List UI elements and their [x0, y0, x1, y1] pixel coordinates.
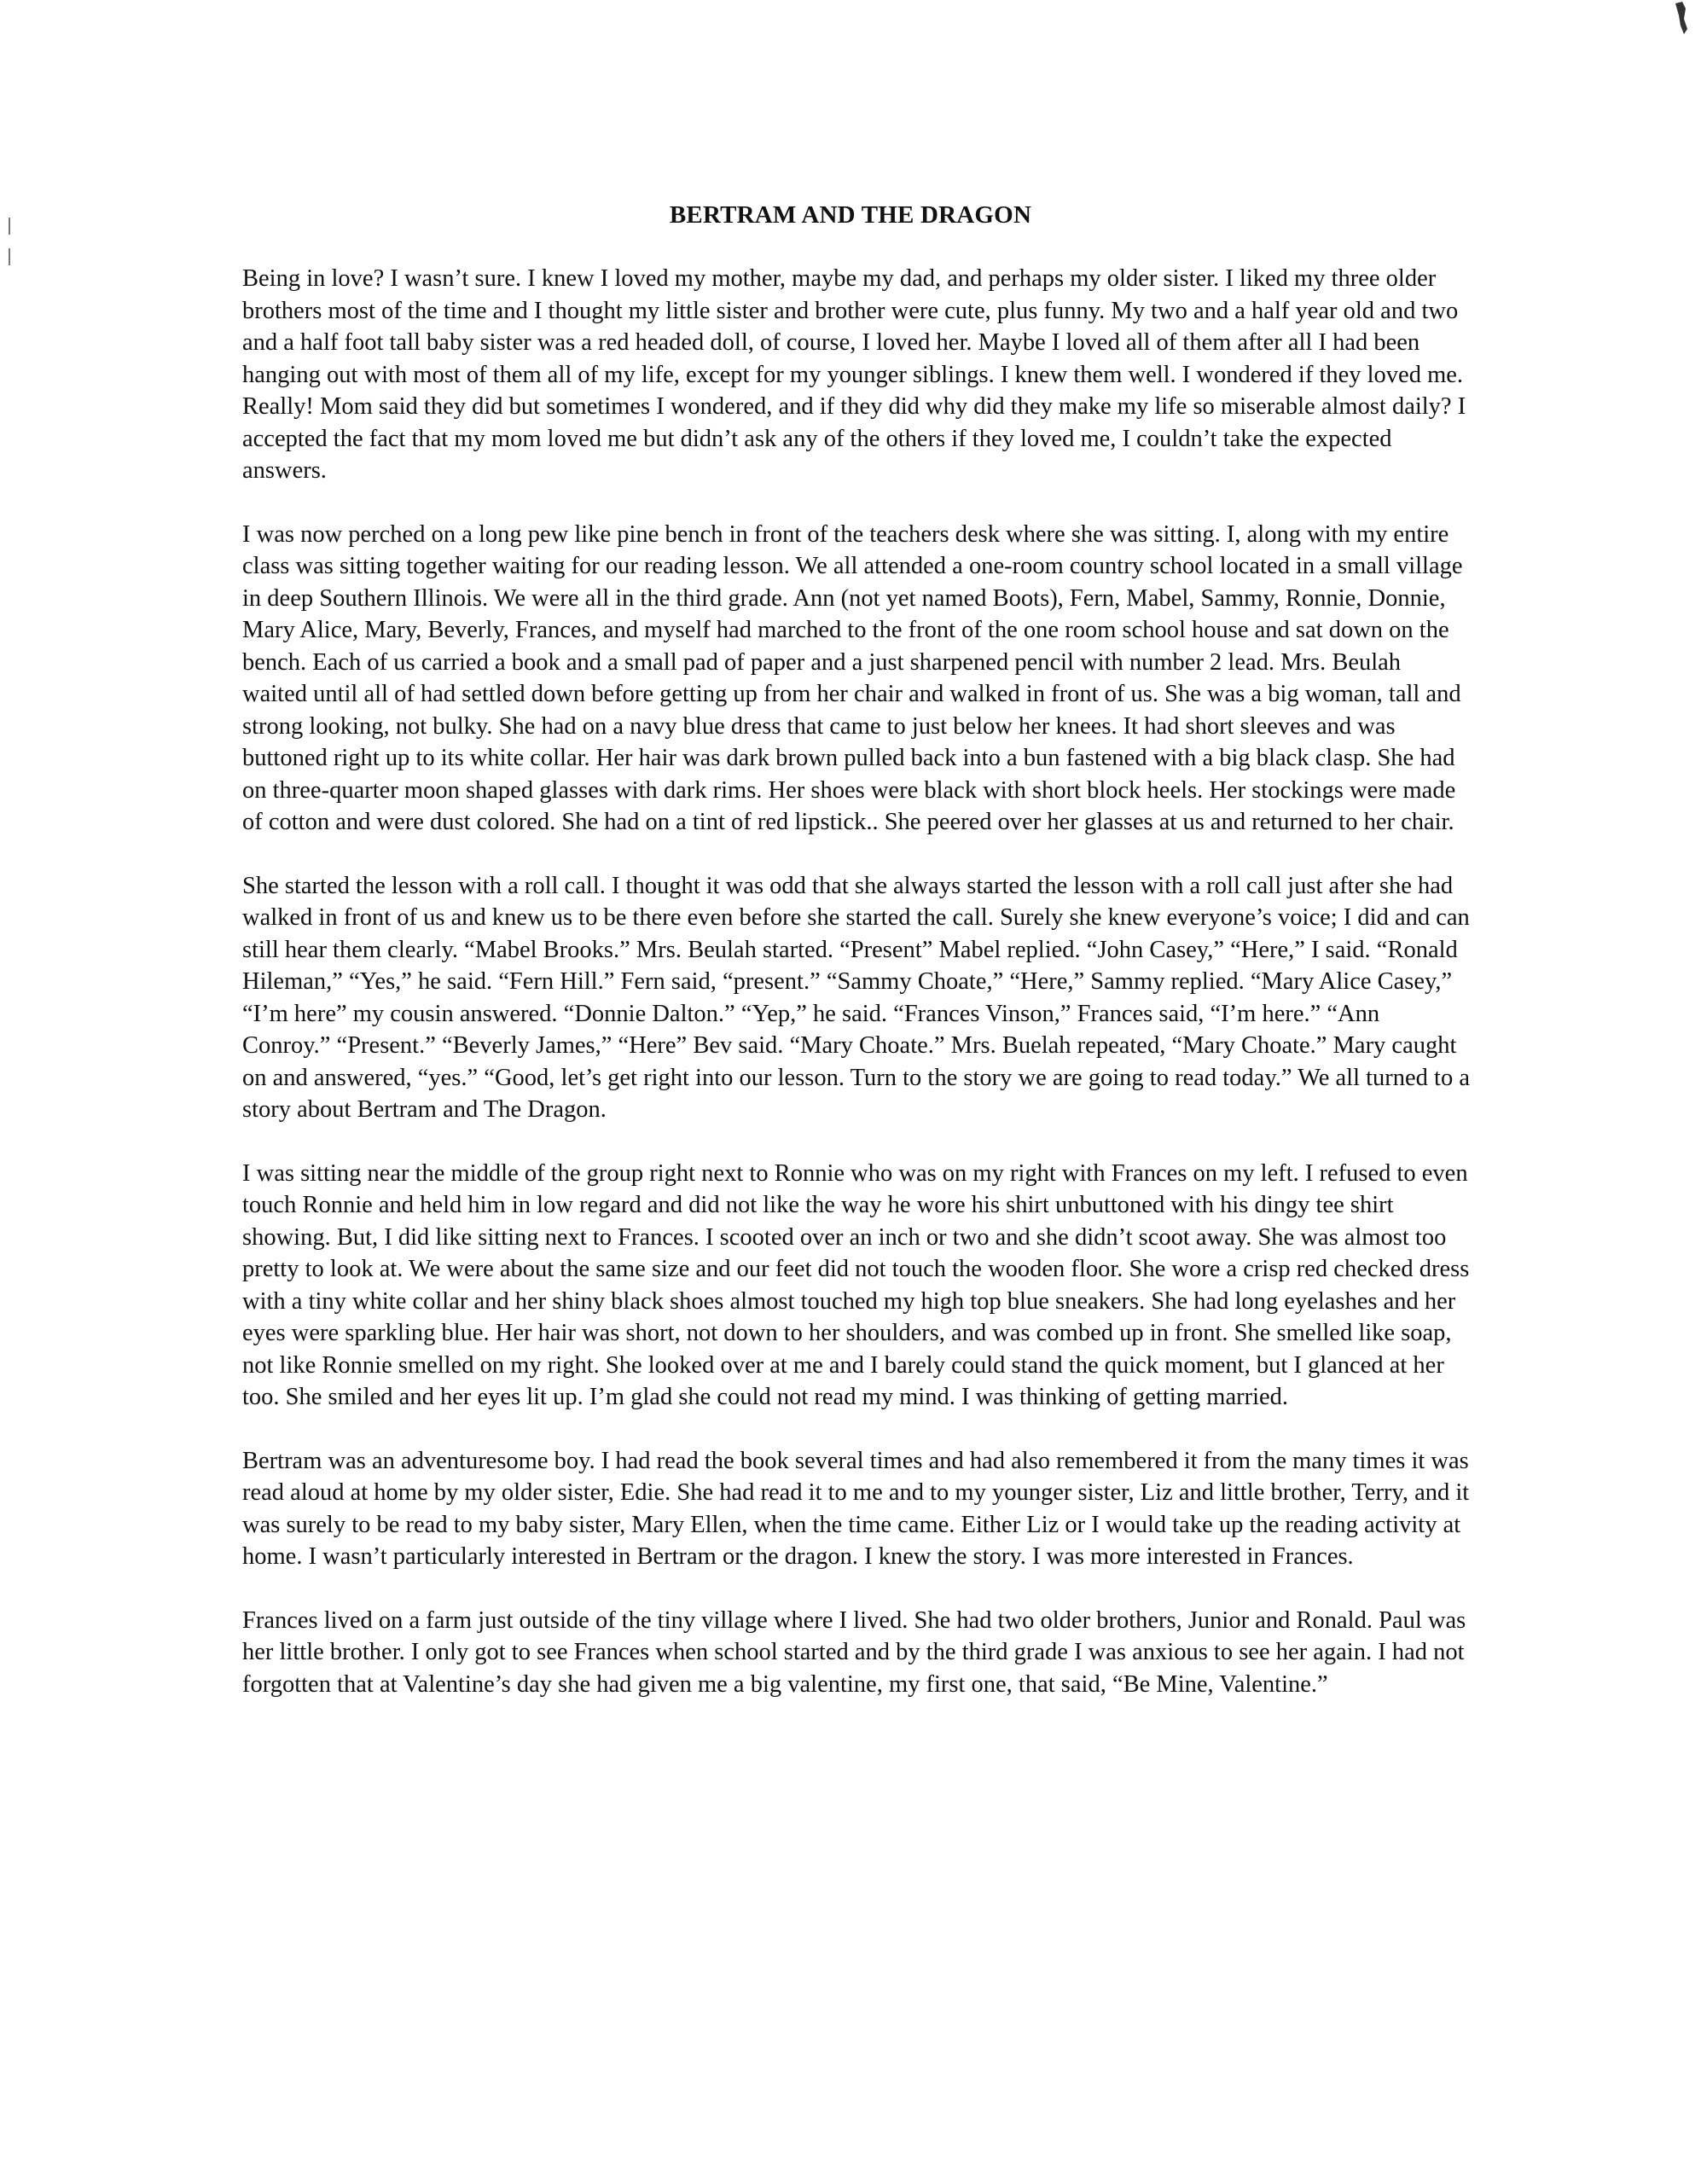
paragraph-5: Bertram was an adventuresome boy. I had read the book several times and had also remembered it from the many times it was read aloud at home by my older sister, Edie. She had read it to me and to my younger sister, Liz and little brother, Terry, and it was surely to be read to my baby sister, Mary Ellen, when the time came. Either Liz or I would take up the reading activity at home. I wasn’t particularly interested in Bertram or the dragon. I knew the story. I was more interested in Frances. — [242, 1447, 1470, 1570]
paragraph-3: She started the lesson with a roll call. I thought it was odd that she always started the lesson with a roll call just after she had walked in front of us and knew us to be there even before she started the call. Surely she knew everyone’s voice; I did and can still hear them clearly. “Mabel Brooks.” Mrs. Beulah started. “Present” Mabel replied. “John Casey,” “Here,” I said. “Ronald Hileman,” “Yes,” he said. “Fern Hill.” Fern said, “present.” “Sammy Choate,” “Here,” Sammy replied. “Mary Alice Casey,” “I’m here” my cousin answered. “Donnie Dalton.” “Yep,” he said. “Frances Vinson,” Frances said, “I’m here.” “Ann Conroy.” “Present.” “Beverly James,” “Here” Bev said. “Mary Choate.” Mrs. Buelah repeated, “Mary Choate.” Mary caught on and answered, “yes.” “Good, let’s get right into our lesson. Turn to the story we are going to read today.” We all turned to a story about Bertram and The Dragon. — [242, 872, 1470, 1123]
paragraph-2: I was now perched on a long pew like pine bench in front of the teachers desk where she was sitting. I, along with my entire class was sitting together waiting for our reading lesson. We all attended a one-room country school located in a small village in deep Southern Illinois. We were all in the third grade. Ann (not yet named Boots), Fern, Mabel, Sammy, Ronnie, Donnie, Mary Alice, Mary, Beverly, Frances, and myself had marched to the front of the one room school house and sat down on the bench. Each of us carried a book and a small pad of paper and a just sharpened pencil with number 2 lead. Mrs. Beulah waited until all of had settled down before getting up from her chair and walked in front of us. She was a big woman, tall and strong looking, not bulky. She had on a navy blue dress that came to just below her knees. It had short sleeves and was buttoned right up to its white collar. Her hair was dark brown pulled back into a bun fastened with a big black clasp. She had on three-quarter moon shaped glasses with dark rims. Her shoes were black with short block heels. Her stockings were made of cotton and were dust colored. She had on a tint of red lipstick.. She peered over her glasses at us and returned to her chair. — [242, 520, 1463, 835]
document-body — [242, 263, 1471, 1732]
document-title: BERTRAM AND THE DRAGON — [669, 201, 1032, 229]
paragraph-6: Frances lived on a farm just outside of the tiny village where I lived. She had two older brothers, Junior and Ronald. Paul was her little brother. I only got to see Frances when school started and by the third grade I was anxious to see her again. I had not forgotten that at Valentine’s day she had given me a big valentine, my first one, that said, “Be Mine, Valentine.” — [242, 1606, 1466, 1698]
scan-artifact-mark — [1674, 0, 1692, 36]
paragraph-1: Being in love? I wasn’t sure. I knew I loved my mother, maybe my dad, and perhaps my older sister. I liked my three older brothers most of the time and I thought my little sister and brother were cute, plus funny. My two and a half year old and two and a half foot tall baby sister was a red headed doll, of course, I loved her. Maybe I loved all of them after all I had been hanging out with most of them all of my life, except for my younger siblings. I knew them well. I wondered if they loved me. Really! Mom said they did but sometimes I wondered, and if they did why did they make my life so miserable almost daily? I accepted the fact that my mom loved me but didn’t ask any of the others if they loved me, I couldn’t take the expected answers. — [242, 265, 1466, 484]
paragraph-4: I was sitting near the middle of the group right next to Ronnie who was on my right with Frances on my left. I refused to even touch Ronnie and held him in low regard and did not like the way he wore his shirt unbuttoned with his dingy tee shirt showing. But, I did like sitting next to Frances. I scooted over an inch or two and she didn’t scoot away. She was almost too pretty to look at. We were about the same size and our feet did not touch the wooden floor. She wore a crisp red checked dress with a tiny white collar and her shiny black shoes almost touched my high top blue sneakers. She had long eyelashes and her eyes were sparkling blue. Her hair was short, not down to her shoulders, and was combed up in front. She smelled like soap, not like Ronnie smelled on my right. She looked over at me and I barely could stand the quick moment, but I glanced at her too. She smiled and her eyes lit up. I’m glad she could not read my mind. I was thinking of getting married. — [242, 1159, 1470, 1410]
